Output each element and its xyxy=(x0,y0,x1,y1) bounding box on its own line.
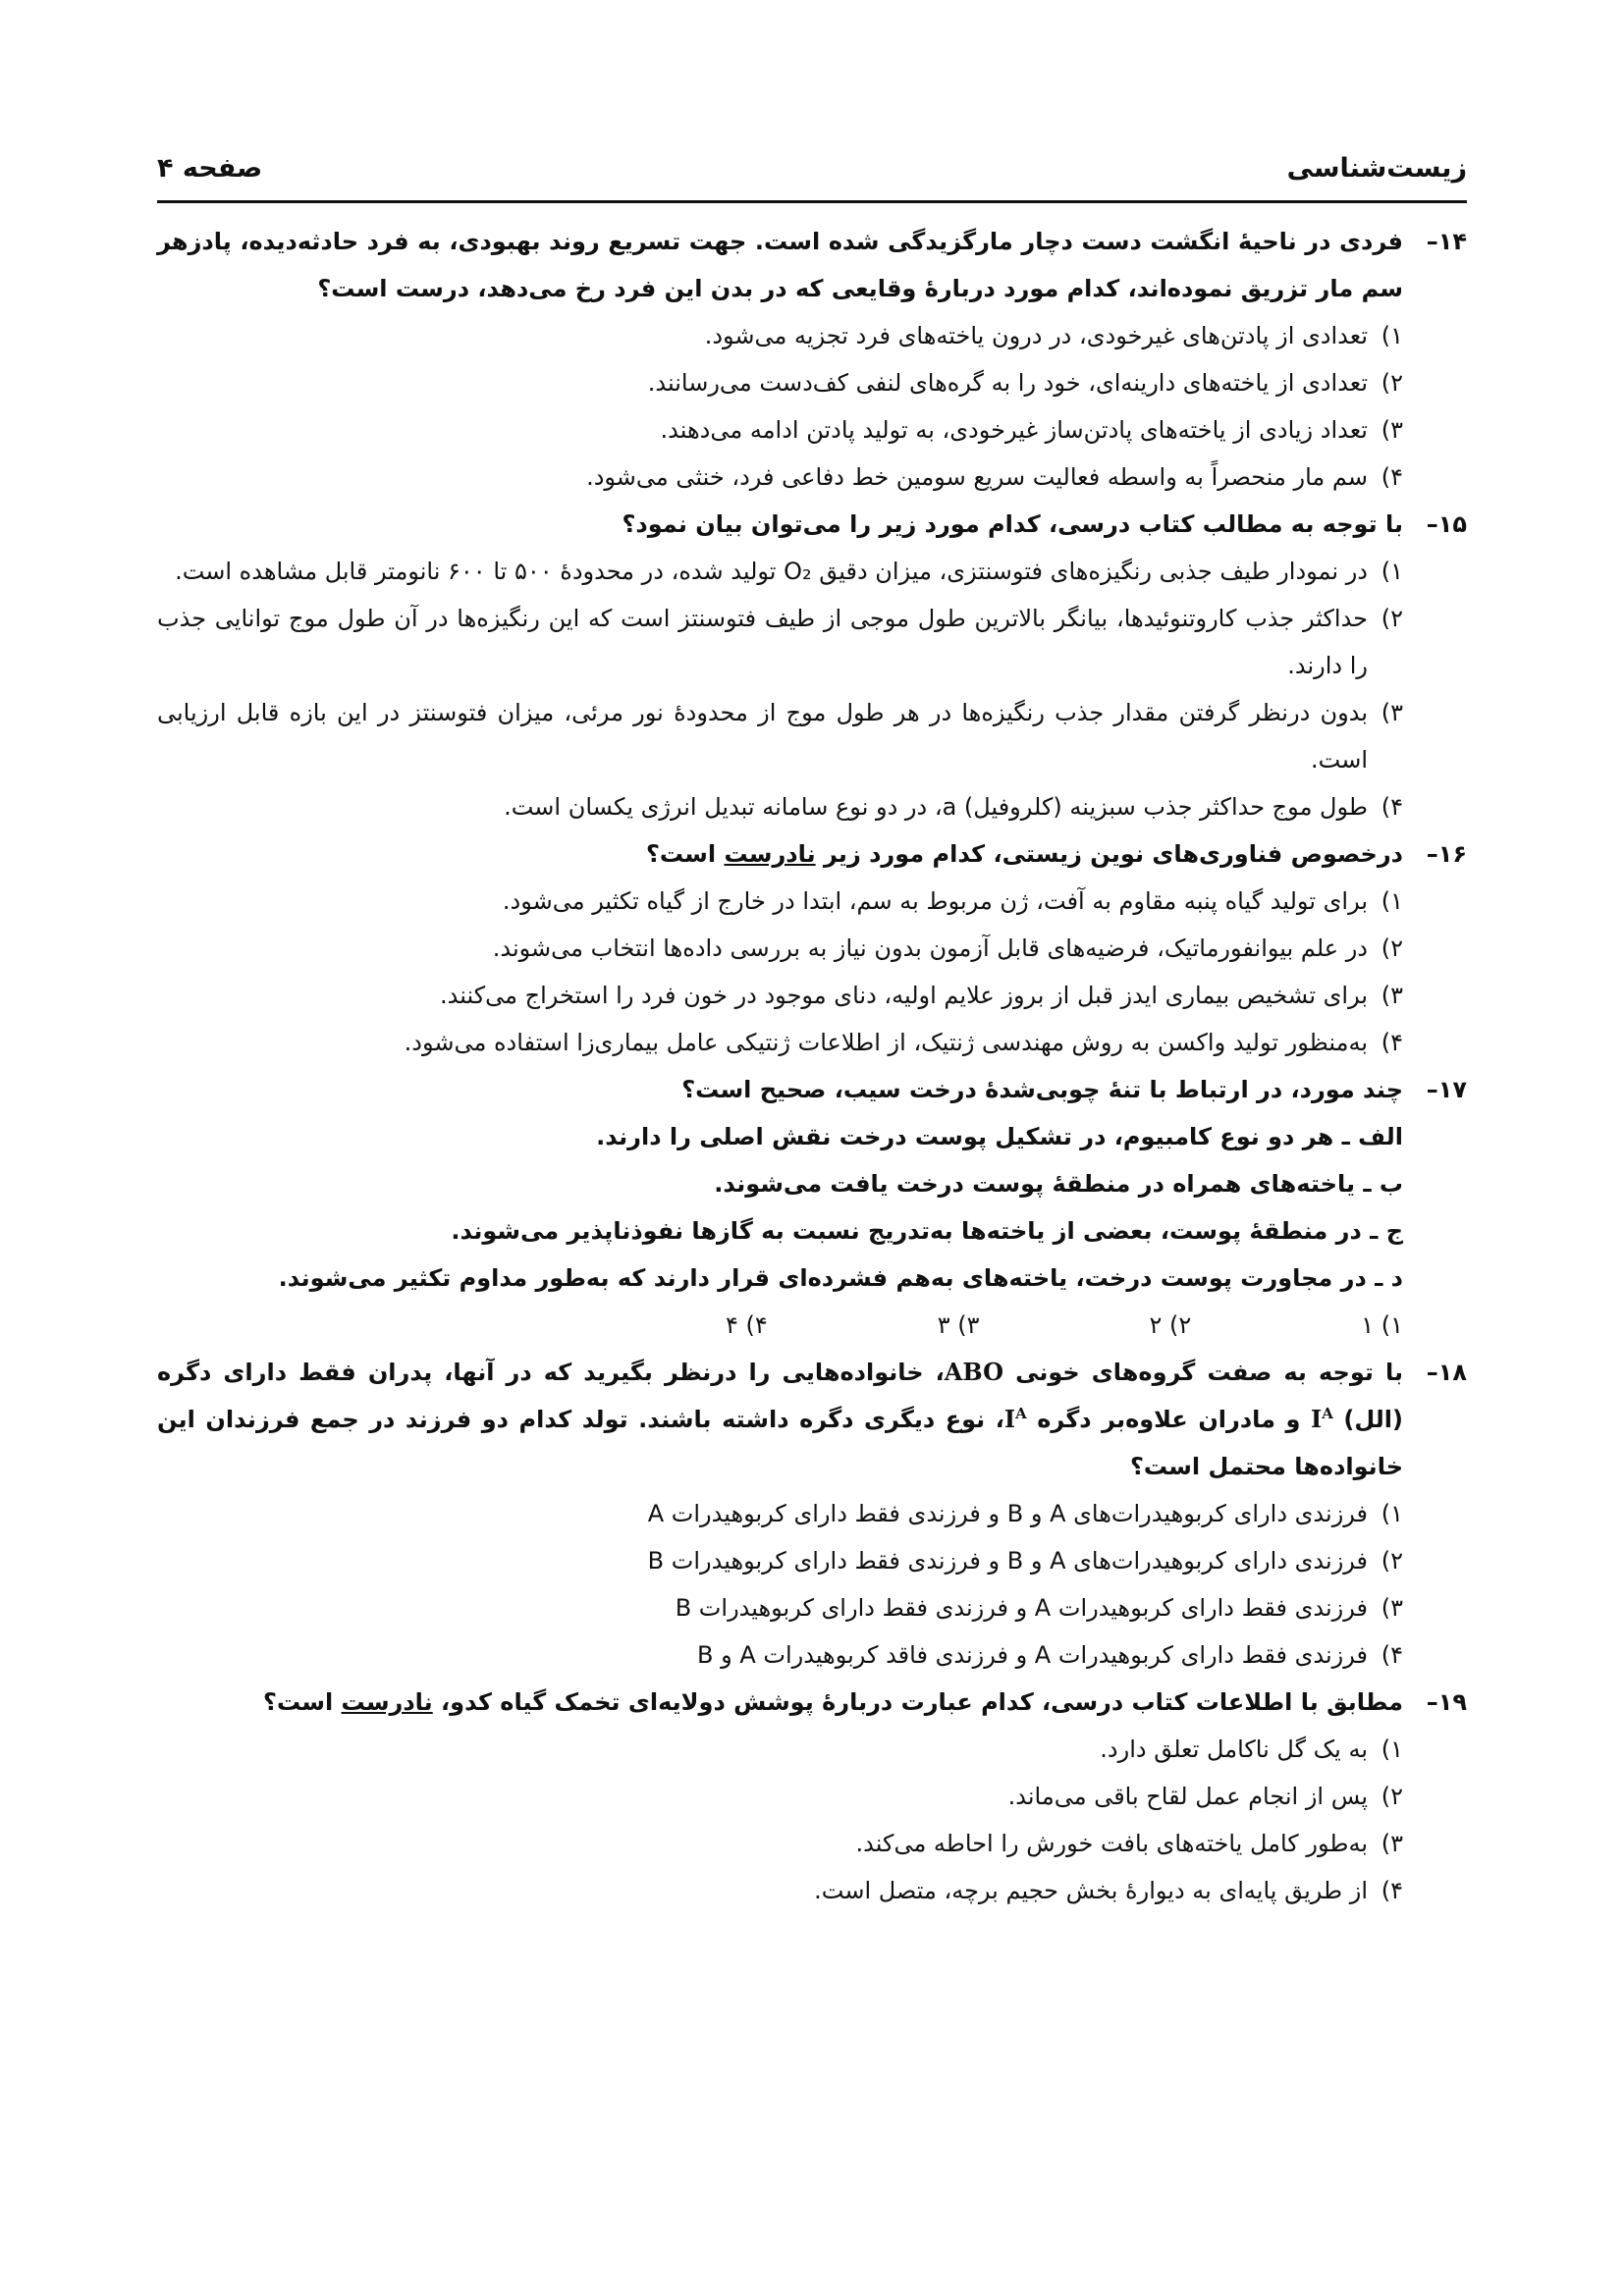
stem-text: با توجه به صفت گروه‌های خونی xyxy=(1003,1359,1403,1386)
option-number: ۴) xyxy=(1380,1029,1403,1056)
allele-superscript: A xyxy=(1322,1405,1333,1422)
stem-underlined: نادرست xyxy=(341,1688,433,1716)
option-number: ۱) xyxy=(1380,558,1403,585)
option xyxy=(157,1631,1403,1679)
option-number: ۲) xyxy=(1380,605,1403,632)
stem-text: ، نوع دیگری دگره داشته باشند. تولد کدام دو فرزند در جمع فرزندان این خانواده‌ها محتمل است؟ xyxy=(157,1406,1403,1480)
option-text: برای تولید گیاه پنبه مقاوم به آفت، ژن مربوط به سم، ابتدا در خارج از گیاه تکثیر می‌شود. xyxy=(502,887,1368,915)
option-text: به‌منظور تولید واکسن به روش مهندسی ژنتیک، از اطلاعات ژنتیکی عامل بیماری‌زا استفاده می‌شود. xyxy=(404,1029,1368,1056)
option xyxy=(157,783,1403,830)
option xyxy=(157,1867,1403,1914)
option xyxy=(157,406,1403,454)
option xyxy=(157,548,1403,595)
question-number: ۱۷– xyxy=(1426,1076,1467,1103)
question-14 xyxy=(157,218,1467,501)
allele-symbol xyxy=(1311,1405,1333,1433)
option-number: ۲) xyxy=(1380,369,1403,397)
choice: ۳) ۳ xyxy=(937,1311,980,1339)
statement-item: ب ـ یاخته‌های همراه در منطقهٔ پوست درخت یافت می‌شوند. xyxy=(714,1170,1403,1198)
stem-text: است؟ xyxy=(645,840,725,868)
choice: ۴) ۴ xyxy=(726,1311,768,1339)
question-number: ۱۵– xyxy=(1426,510,1467,538)
option-text: به یک گل ناکامل تعلق دارد. xyxy=(1100,1735,1368,1763)
option-text: تعداد زیادی از یاخته‌های پادتن‌ساز غیرخودی، به تولید پادتن ادامه می‌دهند. xyxy=(660,416,1368,444)
option-number: ۴) xyxy=(1380,1641,1403,1669)
option-number: ۴) xyxy=(1380,463,1403,491)
option-text: حداکثر جذب کاروتنوئیدها، بیانگر بالاترین طول موجی از طیف فتوسنتز است که این رنگیزه‌ها در آن طول موج توانایی جذب را دارند. xyxy=(157,605,1368,679)
stem-text: درخصوص فناوری‌های نوین زیستی، کدام مورد زیر xyxy=(815,840,1403,868)
option-number: ۲) xyxy=(1380,1547,1403,1575)
option-number: ۳) xyxy=(1380,699,1403,726)
question-number: ۱۹– xyxy=(1426,1688,1467,1716)
options xyxy=(157,1726,1403,1914)
option-number: ۲) xyxy=(1380,1783,1403,1810)
option-text: پس از انجام عمل لقاح باقی می‌ماند. xyxy=(1007,1783,1368,1810)
question-19 xyxy=(157,1679,1467,1914)
option xyxy=(157,359,1403,406)
option xyxy=(157,878,1403,925)
statement-item: ج ـ در منطقهٔ پوست، بعضی از یاخته‌ها به‌تدریج نسبت به گازها نفوذناپذیر می‌شوند. xyxy=(451,1217,1403,1245)
question-15 xyxy=(157,501,1467,830)
option-number: ۲) xyxy=(1380,934,1403,962)
allele-base: I xyxy=(1311,1405,1323,1433)
option-number: ۳) xyxy=(1380,1830,1403,1857)
option xyxy=(157,1584,1403,1631)
subject-title: زیست‌شناسی xyxy=(1286,153,1467,184)
abo-label: ABO xyxy=(944,1358,1004,1386)
options xyxy=(157,312,1403,501)
option-number: ۳) xyxy=(1380,1594,1403,1622)
option-text: فرزندی دارای کربوهیدرات‌های A و B و فرزندی فقط دارای کربوهیدرات B xyxy=(647,1547,1368,1575)
question-stem xyxy=(157,830,1403,878)
option-text: در علم بیوانفورماتیک، فرضیه‌های قابل آزمون بدون نیاز به بررسی داده‌ها انتخاب می‌شوند. xyxy=(492,934,1368,962)
option xyxy=(157,312,1403,359)
option xyxy=(157,1537,1403,1584)
stem-text: ، خانواده‌هایی را درنظر بگیرید که در آنها، پدران فقط دارای دگره (الل) xyxy=(157,1359,1403,1433)
question-18 xyxy=(157,1349,1467,1679)
option xyxy=(157,925,1403,972)
question-17 xyxy=(157,1066,1467,1349)
allele-base: I xyxy=(1003,1405,1016,1433)
allele-superscript: A xyxy=(1015,1405,1027,1422)
question-number: ۱۸– xyxy=(1426,1359,1467,1386)
question-number: ۱۴– xyxy=(1426,228,1467,255)
option-text: به‌طور کامل یاخته‌های بافت خورش را احاطه می‌کند. xyxy=(855,1830,1368,1857)
option-text: تعدادی از پادتن‌های غیرخودی، در درون یاخته‌های فرد تجزیه می‌شود. xyxy=(704,322,1368,349)
option xyxy=(157,454,1403,501)
question-number: ۱۶– xyxy=(1426,840,1467,868)
option xyxy=(157,1820,1403,1867)
option xyxy=(157,1019,1403,1066)
option-number: ۴) xyxy=(1380,1877,1403,1904)
option xyxy=(157,689,1403,783)
allele-symbol xyxy=(1004,1405,1027,1433)
options xyxy=(157,1490,1403,1679)
choice: ۲) ۲ xyxy=(1149,1311,1192,1339)
option-text: فرزندی دارای کربوهیدرات‌های A و B و فرزندی فقط دارای کربوهیدرات A xyxy=(647,1500,1368,1527)
option-number: ۱) xyxy=(1380,887,1403,915)
option-text: سم مار منحصراً به واسطه فعالیت سریع سومین خط دفاعی فرد، خنثی می‌شود. xyxy=(586,463,1368,491)
option-text: بدون درنظر گرفتن مقدار جذب رنگیزه‌ها در هر طول موج از محدودهٔ نور مرئی، میزان فتوسنتز در این بازه قابل ارزیابی است. xyxy=(157,699,1368,774)
option-text: در نمودار طیف جذبی رنگیزه‌های فتوسنتزی، میزان دقیق O₂ تولید شده، در محدودهٔ ۵۰۰ تا ۶۰۰ نانومتر قابل مشاهده است. xyxy=(175,558,1368,585)
option xyxy=(157,1726,1403,1773)
option-number: ۳) xyxy=(1380,982,1403,1009)
question-stem: فردی در ناحیهٔ انگشت دست دچار مارگزیدگی شده است. جهت تسریع روند بهبودی، به فرد حادثه‌دیده، پادزهر سم مار تزریق نموده‌اند، کدام مورد دربارهٔ وقایعی که در بدن این فرد رخ می‌دهد، درست است؟ xyxy=(157,228,1403,302)
stem-text: و مادران علاوه‌بر دگره xyxy=(1026,1406,1311,1433)
page-number: صفحه ۴ xyxy=(157,153,263,184)
option-number: ۱) xyxy=(1380,1735,1403,1763)
stem-underlined: نادرست xyxy=(724,840,816,868)
question-stem: چند مورد، در ارتباط با تنهٔ چوبی‌شدهٔ درخت سیب، صحیح است؟ xyxy=(681,1076,1403,1103)
option xyxy=(157,1490,1403,1537)
question-stem: با توجه به مطالب کتاب درسی، کدام مورد زیر را می‌توان بیان نمود؟ xyxy=(622,510,1403,538)
option xyxy=(157,972,1403,1019)
option xyxy=(157,595,1403,689)
question-16 xyxy=(157,830,1467,1066)
question-stem xyxy=(157,1679,1403,1726)
statement-item: د ـ در مجاورت پوست درخت، یاخته‌های به‌هم فشرده‌ای قرار دارند که به‌طور مداوم تکثیر می‌شوند. xyxy=(278,1264,1403,1292)
options xyxy=(157,548,1403,830)
option-text: تعدادی از یاخته‌های دارینه‌ای، خود را به گره‌های لنفی کف‌دست می‌رسانند. xyxy=(647,369,1368,397)
option-text: از طریق پایه‌ای به دیوارهٔ بخش حجیم برچه، متصل است. xyxy=(814,1877,1368,1904)
options xyxy=(157,878,1403,1066)
stem-text: مطابق با اطلاعات کتاب درسی، کدام عبارت دربارهٔ پوشش دولایه‌ای تخمک گیاه کدو، xyxy=(432,1688,1403,1716)
statement-item: الف ـ هر دو نوع کامبیوم، در تشکیل پوست درخت نقش اصلی را دارند. xyxy=(596,1123,1403,1150)
option-text: فرزندی فقط دارای کربوهیدرات A و فرزندی فقط دارای کربوهیدرات B xyxy=(675,1594,1368,1622)
stem-text: است؟ xyxy=(263,1688,342,1716)
questions-area xyxy=(157,218,1467,1914)
option-number: ۱) xyxy=(1380,322,1403,349)
option-text: طول موج حداکثر جذب سبزینه (کلروفیل) a، در دو نوع سامانه تبدیل انرژی یکسان است. xyxy=(504,793,1368,821)
option-number: ۱) xyxy=(1380,1500,1403,1527)
option-text: برای تشخیص بیماری ایدز قبل از بروز علایم اولیه، دنای موجود در خون فرد را استخراج می‌کنند. xyxy=(440,982,1368,1009)
option-text: فرزندی فقط دارای کربوهیدرات A و فرزندی فاقد کربوهیدرات A و B xyxy=(696,1641,1368,1669)
choice: ۱) ۱ xyxy=(1361,1311,1403,1339)
question-stem xyxy=(157,1349,1403,1490)
option-number: ۴) xyxy=(1380,793,1403,821)
option-number: ۳) xyxy=(1380,416,1403,444)
option xyxy=(157,1773,1403,1820)
count-choices xyxy=(726,1302,1403,1349)
page-header xyxy=(157,145,1467,203)
